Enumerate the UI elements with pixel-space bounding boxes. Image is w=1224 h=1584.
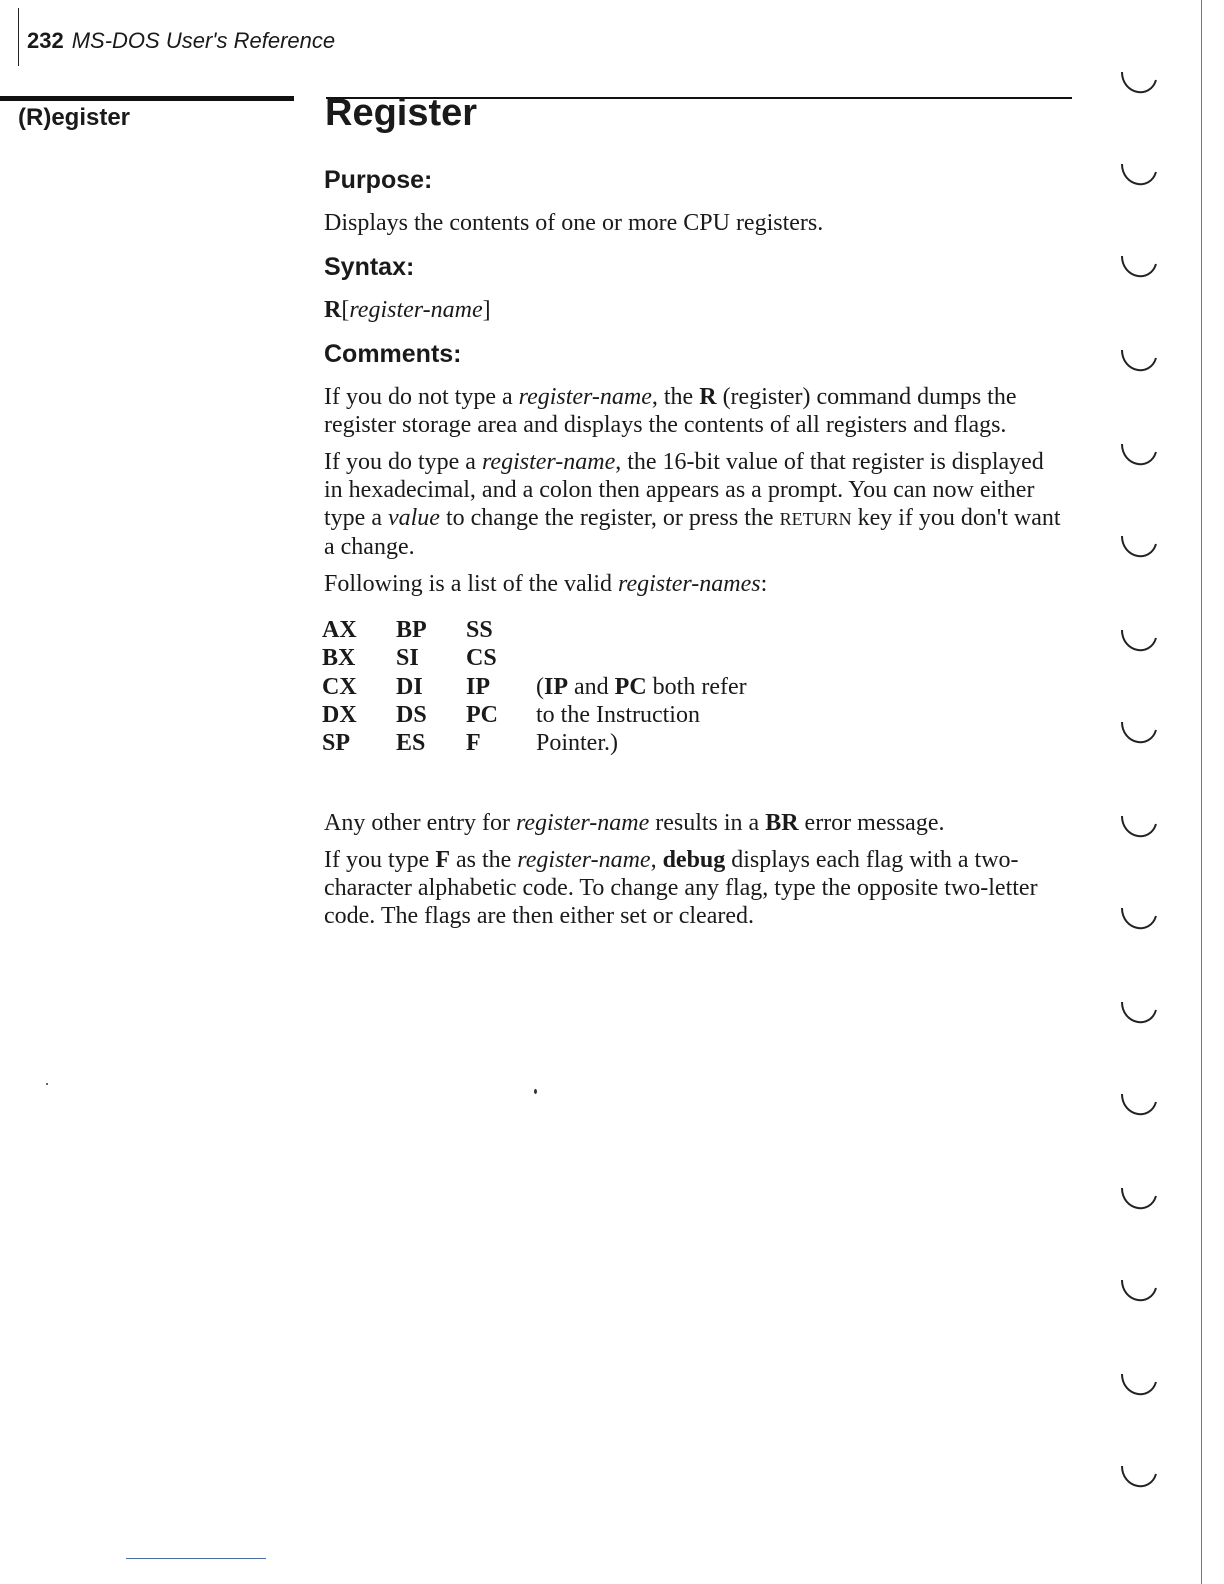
register-cell: PC (466, 701, 498, 728)
register-cell: IP (466, 673, 490, 700)
register-cell: ES (396, 730, 426, 757)
comments-paragraph-5 (324, 846, 1064, 930)
bold-run: R (699, 384, 717, 410)
text-run: results in a (649, 810, 766, 837)
text-run: and (568, 673, 615, 700)
purpose-text: Displays the contents of one or more CPU registers. (324, 210, 824, 236)
note-line-2: to the Instruction (536, 701, 700, 728)
entry-content (324, 166, 1064, 939)
italic-run: value (387, 505, 440, 531)
register-cell: DX (322, 701, 357, 728)
register-cell: CX (322, 673, 357, 700)
text-run: : (760, 571, 768, 597)
italic-run: register-name (518, 384, 652, 410)
comments-paragraph-4 (324, 809, 1064, 837)
register-row (322, 616, 747, 644)
binder-hole-icon (1116, 440, 1166, 476)
note-line-3: Pointer.) (536, 730, 618, 757)
side-rule (0, 96, 294, 101)
text-run: If you type (324, 847, 436, 874)
bold-run: debug (662, 847, 726, 874)
bold-run: PC (614, 673, 647, 700)
text-run: ( (536, 673, 544, 700)
register-cell: DI (396, 673, 423, 700)
binder-hole-icon (1116, 812, 1166, 848)
italic-run: register-names (618, 571, 761, 597)
side-label: (R)egister (18, 104, 131, 131)
register-cell: SI (396, 645, 419, 672)
binder-hole-icon (1116, 718, 1166, 754)
purpose-heading: Purpose: (324, 166, 433, 194)
key-name: RETURN (779, 509, 852, 529)
italic-run: register-name (515, 810, 650, 837)
binder-hole-icon (1116, 252, 1166, 288)
note-line-1 (536, 673, 747, 701)
text-run: If you do not type a (324, 384, 519, 410)
text-run: If you do type a (324, 449, 482, 475)
text-run: displays each flag with a two-character alphabetic code. To change any flag, type the opposite two-letter code. The flags are then either set or cleared. (324, 847, 1038, 930)
syntax-line (324, 296, 1064, 324)
text-run: Following is a list of the valid (324, 571, 618, 597)
binder-hole-icon (1116, 1370, 1166, 1406)
comments-heading: Comments: (324, 340, 462, 368)
page-title: Register (325, 92, 478, 134)
syntax-open-bracket: [ (341, 297, 350, 323)
text-run: , the (651, 384, 700, 410)
binder-hole-icon (1116, 1184, 1166, 1220)
binder-hole-icon (1116, 346, 1166, 382)
text-run: , the 16-bit value of that register is displayed in hexadecimal, and a colon then appears as a prompt. You can now either type a (324, 449, 1044, 531)
binder-hole-icon (1116, 626, 1166, 662)
running-head (18, 8, 335, 66)
page-number: 232 (27, 28, 64, 53)
text-run: to change the register, or press the (439, 505, 780, 531)
syntax-close-bracket: ] (482, 297, 491, 323)
syntax-heading: Syntax: (324, 253, 415, 281)
binder-hole-icon (1116, 1090, 1166, 1126)
register-cell: SS (466, 617, 493, 643)
register-cell: AX (322, 617, 357, 643)
text-run: both refer (646, 673, 747, 700)
binder-hole-icon (1116, 532, 1166, 568)
register-row (322, 673, 747, 701)
comments-paragraph-3 (324, 570, 1064, 598)
bold-run: F (435, 847, 450, 874)
text-run: , (650, 847, 663, 874)
binder-hole-icon (1116, 1462, 1166, 1498)
syntax-param: register-name (349, 297, 483, 323)
text-run: key if you don't want a change. (324, 505, 1061, 560)
register-row (322, 729, 747, 757)
text-run: (register) command dumps the register storage area and displays the contents of all registers and flags. (324, 384, 1017, 438)
comments-paragraph-1 (324, 383, 1064, 439)
binder-hole-icon (1116, 68, 1166, 104)
register-row (322, 701, 747, 729)
binder-hole-icon (1116, 904, 1166, 940)
binder-hole-icon (1116, 160, 1166, 196)
binder-hole-icon (1116, 1276, 1166, 1312)
register-table (322, 616, 747, 757)
running-title: MS-DOS User's Reference (71, 28, 336, 53)
scan-speck (46, 1083, 48, 1085)
page-edge (1201, 0, 1202, 1584)
register-row (322, 644, 747, 672)
register-cell: SP (322, 730, 351, 757)
bold-run: BR (765, 810, 799, 837)
text-run: Any other entry for (324, 810, 516, 837)
footer-rule (126, 1558, 266, 1559)
italic-run: register-name (517, 847, 651, 874)
register-cell: BX (322, 645, 356, 672)
binder-hole-icon (1116, 998, 1166, 1034)
text-run: error message. (798, 810, 945, 837)
note-cell (536, 616, 747, 644)
register-cell: F (466, 730, 481, 757)
register-cell: BP (396, 617, 427, 643)
italic-run: register-name (481, 449, 616, 475)
bold-run: IP (544, 673, 568, 700)
comments-paragraph-2 (324, 448, 1064, 561)
syntax-command: R (324, 297, 342, 323)
note-cell (536, 644, 747, 672)
scan-speck (534, 1089, 537, 1094)
text-run: as the (449, 847, 518, 874)
register-cell: CS (466, 645, 497, 672)
register-cell: DS (396, 701, 427, 728)
